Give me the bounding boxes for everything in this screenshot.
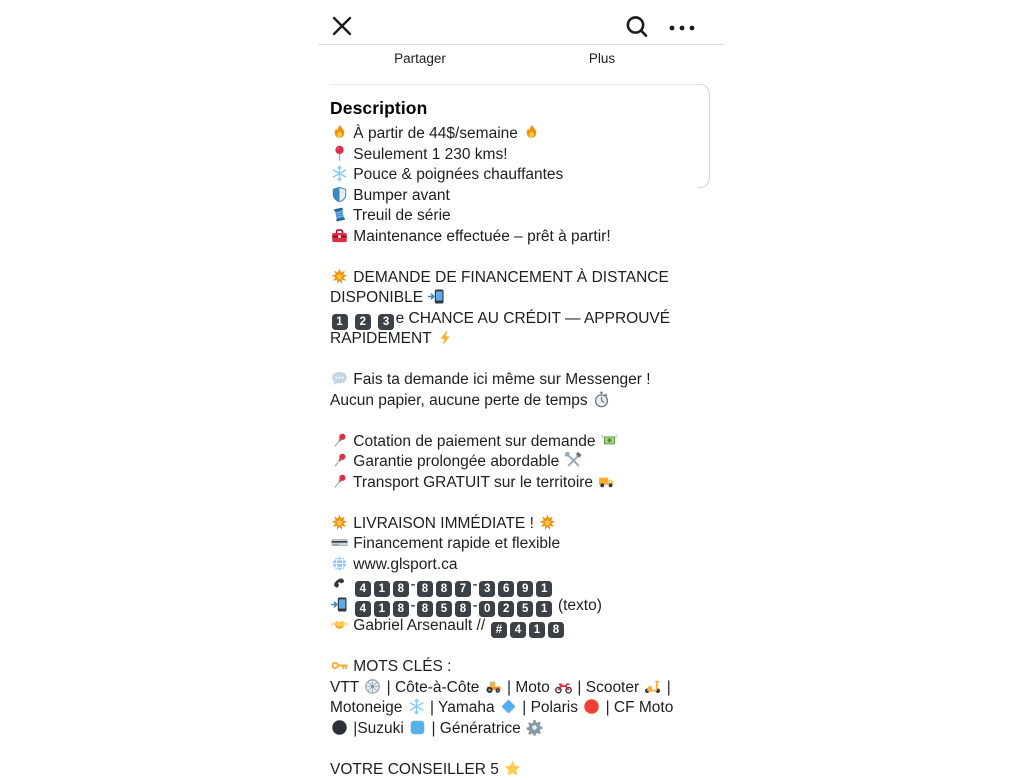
star-icon (504, 760, 521, 777)
description-text (349, 597, 353, 614)
description-text: VOTRE CONSEILLER 5 (330, 761, 503, 778)
content-card-divider (330, 84, 697, 85)
keycap-1-icon: 1 (536, 581, 552, 597)
snowflake-icon (408, 698, 425, 715)
paragraph-gap (330, 247, 716, 268)
paragraph-gap (330, 411, 716, 432)
description-line (330, 206, 716, 227)
keycap-hash-icon: # (491, 622, 507, 638)
keycap-8-icon: 8 (393, 581, 409, 597)
hammer-and-wrench-icon (565, 452, 582, 469)
description-text: MOTS CLÉS : (349, 658, 452, 675)
description-text: Fais ta demande ici même sur Messenger ! (349, 371, 651, 388)
description-line (330, 227, 716, 248)
toolbox-icon (331, 227, 348, 244)
description-text: Treuil de série (349, 207, 451, 224)
tab-partager[interactable]: Partager (375, 51, 465, 67)
description-text: Financement rapide et flexible (349, 535, 560, 552)
keycap-1-icon: 1 (374, 601, 390, 617)
description-text: | Scooter (573, 679, 643, 696)
keycap-4-icon: 4 (355, 581, 371, 597)
description-line (330, 309, 716, 330)
description-text (349, 576, 353, 593)
keycap-8-icon: 8 (417, 581, 433, 597)
keycap-1-icon: 1 (374, 581, 390, 597)
tractor-icon (485, 678, 502, 695)
keycap-8-icon: 8 (548, 622, 564, 638)
red-circle-icon (583, 698, 600, 715)
key-icon (331, 657, 348, 674)
description-line (330, 760, 716, 780)
money-with-wings-icon (601, 432, 618, 449)
description-line (330, 596, 716, 617)
pushpin-icon (331, 452, 348, 469)
speech-balloon-icon (331, 370, 348, 387)
description-text: e CHANCE AU CRÉDIT — APPROUVÉ (396, 310, 670, 327)
description-text: Seulement 1 230 kms! (349, 146, 508, 163)
description-text: Transport GRATUIT sur le territoire (349, 474, 597, 491)
description-line (330, 391, 716, 412)
description-text: | CF Moto (601, 699, 673, 716)
search-icon (623, 13, 651, 41)
description-line (330, 145, 716, 166)
high-voltage-icon (437, 329, 454, 346)
motor-scooter-icon (644, 678, 661, 695)
description-line (330, 288, 716, 309)
description-line (330, 616, 716, 637)
description-line (330, 165, 716, 186)
description-line (330, 698, 716, 719)
keycap-8-icon: 8 (436, 581, 452, 597)
keycap-8-icon: 8 (455, 601, 471, 617)
description-text: | Yamaha (426, 699, 499, 716)
description-body (330, 124, 716, 780)
description-line (330, 678, 716, 699)
description-text: Cotation de paiement sur demande (349, 433, 600, 450)
description-text: Pouce & poignées chauffantes (349, 166, 563, 183)
description-text: Aucun papier, aucune perte de temps (330, 392, 592, 409)
telephone-receiver-icon (331, 575, 348, 592)
paragraph-gap (330, 493, 716, 514)
snowflake-icon (331, 165, 348, 182)
search-button[interactable] (623, 13, 651, 41)
description-text: | Moto (503, 679, 554, 696)
round-pushpin-icon (331, 145, 348, 162)
keycap-1-icon: 1 (536, 601, 552, 617)
fire-icon (331, 124, 348, 141)
collision-icon (331, 268, 348, 285)
keycap-2-icon: 2 (355, 314, 371, 330)
description-text: DEMANDE DE FINANCEMENT À DISTANCE (349, 269, 669, 286)
description-text: LIVRAISON IMMÉDIATE ! (349, 515, 538, 532)
keycap-8-icon: 8 (393, 601, 409, 617)
keycap-1-icon: 1 (529, 622, 545, 638)
keycap-4-icon: 4 (510, 622, 526, 638)
description-line (330, 329, 716, 350)
keycap-1-icon: 1 (332, 314, 348, 330)
pushpin-icon (331, 473, 348, 490)
description-line (330, 186, 716, 207)
black-circle-icon (331, 719, 348, 736)
globe-icon (331, 555, 348, 572)
description-line (330, 534, 716, 555)
description-text: | Polaris (518, 699, 582, 716)
description-text: Gabriel Arsenault // (349, 617, 489, 634)
blue-square-icon (409, 719, 426, 736)
mobile-phone-arrow-icon (331, 596, 348, 613)
keycap-2-icon: 2 (498, 601, 514, 617)
description-text: | (662, 679, 670, 696)
description-text: - (410, 576, 415, 593)
credit-card-icon (331, 534, 348, 551)
description-text: Motoneige (330, 699, 407, 716)
tab-plus[interactable]: Plus (572, 51, 632, 67)
description-text: www.glsport.ca (349, 556, 458, 573)
description-text: | Côte-à-Côte (382, 679, 483, 696)
description-line (330, 473, 716, 494)
description-line (330, 719, 716, 740)
paragraph-gap (330, 637, 716, 658)
more-button[interactable] (667, 22, 699, 34)
description-text (372, 310, 376, 327)
description-line (330, 268, 716, 289)
description-heading: Description (330, 98, 427, 119)
keycap-6-icon: 6 (498, 581, 514, 597)
keycap-5-icon: 5 (517, 601, 533, 617)
paragraph-gap (330, 739, 716, 760)
description-text: RAPIDEMENT (330, 330, 436, 347)
description-line (330, 575, 716, 596)
wheel-icon (364, 678, 381, 695)
thread-icon (331, 206, 348, 223)
description-text: (texto) (554, 597, 602, 614)
keycap-8-icon: 8 (417, 601, 433, 617)
description-text: |Suzuki (349, 720, 408, 737)
description-line (330, 555, 716, 576)
delivery-truck-icon (598, 473, 615, 490)
description-text: - (472, 597, 477, 614)
description-line (330, 432, 716, 453)
collision-icon (331, 514, 348, 531)
more-icon (667, 22, 699, 34)
keycap-3-icon: 3 (479, 581, 495, 597)
description-text: | Génératrice (427, 720, 525, 737)
description-text: VTT (330, 679, 363, 696)
description-text: - (472, 576, 477, 593)
description-line (330, 370, 716, 391)
description-line (330, 452, 716, 473)
fire-icon (523, 124, 540, 141)
description-text: À partir de 44$/semaine (349, 125, 522, 142)
motorcycle-icon (555, 678, 572, 695)
mobile-phone-arrow-icon (428, 288, 445, 305)
close-button[interactable] (330, 14, 354, 38)
pushpin-icon (331, 432, 348, 449)
keycap-0-icon: 0 (479, 601, 495, 617)
paragraph-gap (330, 350, 716, 371)
description-text: Bumper avant (349, 187, 450, 204)
keycap-7-icon: 7 (455, 581, 471, 597)
blue-diamond-icon (500, 698, 517, 715)
stopwatch-icon (593, 391, 610, 408)
close-icon (330, 14, 354, 38)
keycap-4-icon: 4 (355, 601, 371, 617)
keycap-3-icon: 3 (378, 314, 394, 330)
keycap-5-icon: 5 (436, 601, 452, 617)
description-text (349, 310, 353, 327)
description-text: - (410, 597, 415, 614)
shield-icon (331, 186, 348, 203)
handshake-icon (331, 616, 348, 633)
description-text: DISPONIBLE (330, 289, 427, 306)
gear-icon (526, 719, 543, 736)
description-text: Maintenance effectuée – prêt à partir! (349, 228, 611, 245)
topbar-divider (318, 44, 724, 45)
description-line (330, 657, 716, 678)
collision-icon (539, 514, 556, 531)
description-line (330, 514, 716, 535)
description-line (330, 124, 716, 145)
keycap-9-icon: 9 (517, 581, 533, 597)
description-text: Garantie prolongée abordable (349, 453, 564, 470)
